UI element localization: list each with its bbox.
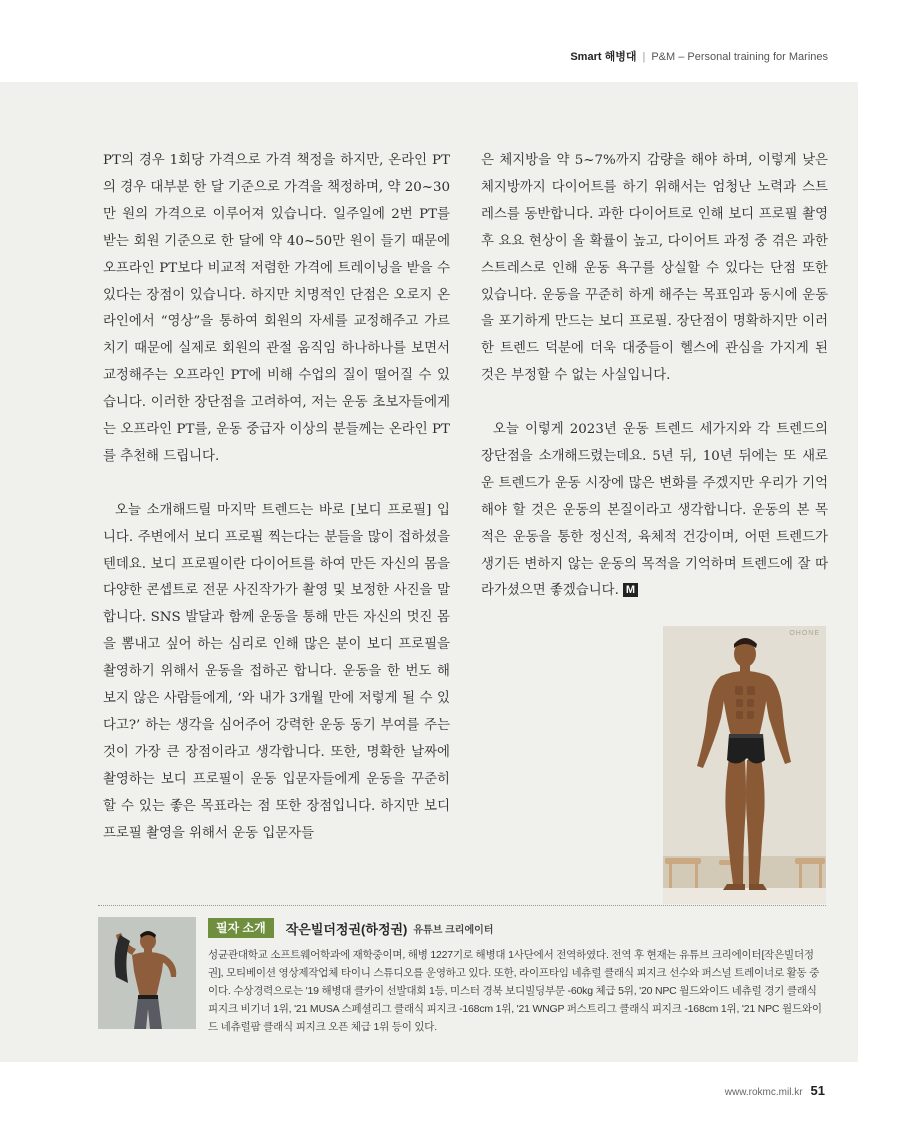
end-mark: M	[623, 583, 638, 597]
article-paragraph: PT의 경우 1회당 가격으로 가격 책정을 하지만, 온라인 PT의 경우 대부분 한 달 기준으로 가격을 책정하며, 약 20~30만 원의 가격으로 이루어져 있습니다. 일주일에 2번 PT를 받는 회원 기준으로 한 달에 약 40~50만 원이 들기 때문에 오프라인 PT보다 비교적 저렴한 가격에 트레이닝을 받을 수 있다는 장점이 있습니다. 하지만 치명적인 단점은 오로지 온라인에서 “영상”을 통하여 회원의 자세를 교정해주고 가르치기 때문에 실제로 회원의 관절 움직임 하나하나를 보면서 교정해주는 오프라인 PT에 비해 수업의 질이 떨어질 수 있습니다. 이러한 장단점을 고려하여, 저는 운동 초보자들에게는 오프라인 PT를, 운동 중급자 이상의 분들께는 온라인 PT를 추천해 드립니다.	[103, 153, 450, 464]
author-figure-illustration	[98, 917, 196, 1029]
author-photo	[98, 917, 196, 1029]
page-number: 51	[810, 1083, 825, 1098]
article-paragraph: 은 체지방을 약 5~7%까지 감량을 해야 하며, 이렇게 낮은 체지방까지 다이어트를 하기 위해서는 엄청난 노력과 스트레스를 동반합니다. 과한 다이어트로 인해 보디 프로필 촬영 후 요요 현상이 올 확률이 높고, 다이어트 과정 중 겪은 과한 스트레스로 인해 운동 욕구를 상실할 수 있다는 단점 또한 있습니다. 운동을 꾸준히 하게 해주는 목표임과 동시에 운동을 포기하게 만드는 보디 프로필. 장단점이 명확하지만 이러한 트렌드 덕분에 더욱 대중들이 헬스에 관심을 가지게 된 것은 부정할 수 없는 사실입니다.	[481, 153, 828, 384]
author-role: 유튜브 크리에이터	[413, 924, 494, 936]
author-name: 작은빌더정권(하정권)	[285, 921, 408, 937]
author-heading	[208, 918, 493, 938]
bodybuilder-figure-illustration	[663, 626, 826, 904]
author-bio: 성균관대학교 소프트웨어학과에 재학중이며, 해병 1227기로 해병대 1사단에서 전역하였다. 전역 후 현재는 유튜브 크리에이터[작은빌더정권], 모티베이션 영상제작업체 타이니 스튜디오를 운영하고 있다. 또한, 라이프타임 네츄럴 클래식 피지크 선수와 퍼스널 트레이너로 활동 중이다. 수상경력으로는 '19 해병대 클카이 선발대회 1등, 미스터 경북 보디빌딩부문 -60kg 체급 5위, '20 NPC 월드와이드 네츄럴 경기 클래식 피지크 비기너 1위, '21 MUSA 스페셜리그 클래식 피지크 -168cm 1위, '21 WNGP 퍼스트리그 클래식 피지크 -168cm 1위, '21 NPC 월드와이드 네츄럴팜 클래식 피지크 오픈 체급 1위 등이 있다.	[208, 949, 822, 1033]
author-tag-badge: 필자 소개	[208, 918, 274, 938]
photo-watermark: OHONE	[789, 630, 820, 637]
header-section: Smart 해병대	[570, 51, 637, 63]
article-column-right	[481, 148, 828, 605]
article-paragraph-text: 오늘 이렇게 2023년 운동 트렌드 세가지와 각 트렌드의 장단점을 소개해드렸는데요. 5년 뒤, 10년 뒤에는 또 새로운 트렌드가 운동 시장에 많은 변화를 주겠지만 우리가 기억해야 할 것은 운동의 본질이라고 생각합니다. 운동의 본 목적은 운동을 통한 정신적, 육체적 건강이며, 어떤 트렌드가 생기든 변하지 않는 운동의 목적을 기억하며 트렌드에 잘 따라가셨으면 좋겠습니다.	[481, 422, 828, 599]
page-header	[570, 48, 828, 64]
article-paragraph: 오늘 소개해드릴 마지막 트렌드는 바로 [보디 프로필] 입니다. 주변에서 보디 프로필 찍는다는 분들을 많이 접하셨을 텐데요. 보디 프로필이란 다이어트를 하여 만든 자신의 몸을 다양한 콘셉트로 전문 사진작가가 촬영 및 보정한 사진을 말합니다. SNS 발달과 함께 운동을 통해 만든 자신의 멋진 몸을 뽐내고 싶어 하는 심리로 인해 많은 분이 보디 프로필을 촬영하기 위해서 운동을 접하곤 합니다. 운동을 한 번도 해보지 않은 사람들에게, ‘와 내가 3개월 만에 저렇게 될 수 있다고?’ 하는 생각을 심어주어 강력한 운동 동기 부여를 주는 것이 가장 큰 장점이라고 생각합니다. 또한, 명확한 날짜에 촬영하는 보디 프로필이 운동 입문자들에게 운동을 꾸준히 할 수 있는 좋은 목표라는 점 또한 장점입니다. 하지만 보디 프로필 촬영을 위해서 운동 입문자들	[103, 502, 450, 841]
header-separator: |	[642, 51, 646, 63]
footer-url: www.rokmc.mil.kr	[724, 1087, 803, 1098]
bodybuilder-photo	[663, 626, 826, 904]
header-subtitle: P&M – Personal training for Marines	[651, 51, 828, 63]
author-divider	[98, 905, 826, 906]
article-paragraph-final	[481, 417, 828, 605]
article-column-left	[103, 148, 450, 848]
page-footer	[725, 1083, 825, 1098]
